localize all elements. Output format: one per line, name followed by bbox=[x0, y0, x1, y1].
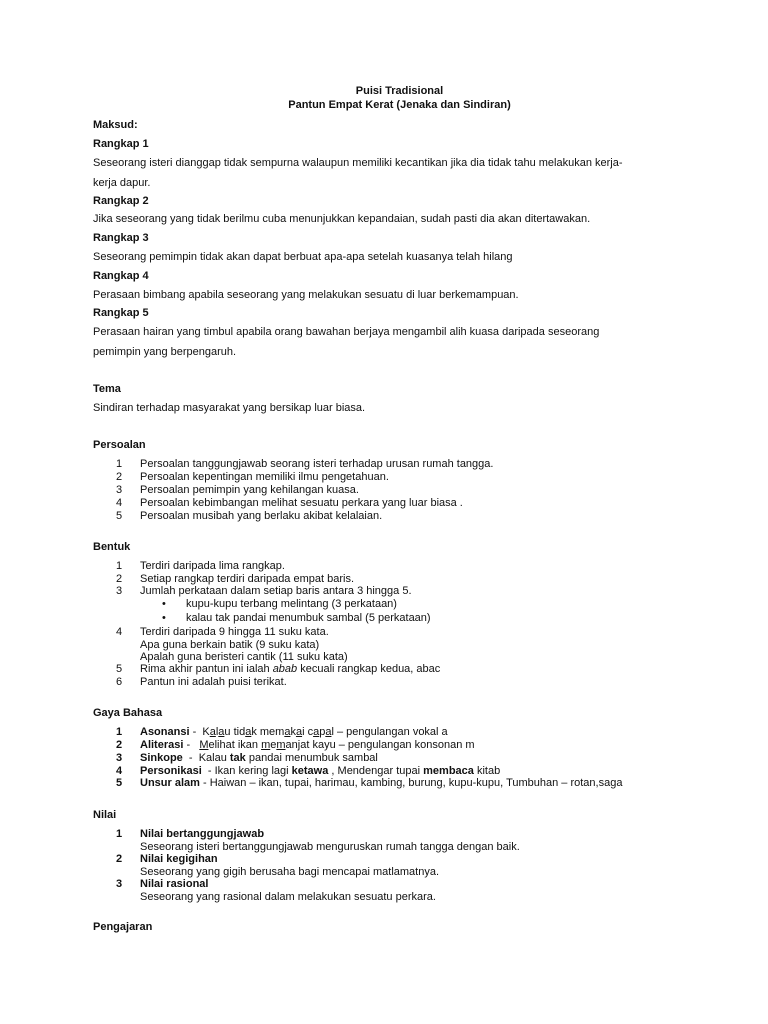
persoalan-item: Persoalan kepentingan memiliki ilmu pengetahuan. bbox=[140, 471, 389, 483]
rangkap-1-line-2: kerja dapur. bbox=[93, 177, 151, 189]
persoalan-heading: Persoalan bbox=[93, 439, 146, 451]
gaya-term: Asonansi bbox=[140, 726, 190, 738]
persoalan-number: 4 bbox=[116, 497, 123, 509]
nilai-number: 3 bbox=[116, 878, 123, 890]
bentuk-heading: Bentuk bbox=[93, 541, 131, 553]
document-subtitle: Pantun Empat Kerat (Jenaka dan Sindiran) bbox=[288, 99, 511, 111]
pengajaran-heading: Pengajaran bbox=[93, 921, 153, 933]
gaya-underline: a bbox=[245, 726, 252, 738]
nilai-title: Nilai bertanggungjawab bbox=[140, 828, 265, 840]
gaya-sep: - bbox=[182, 752, 199, 764]
gaya-text: , Mendengar tupai bbox=[328, 765, 424, 777]
gaya-text: pandai menumbuk sambal bbox=[245, 752, 378, 764]
tema-text: Sindiran terhadap masyarakat yang bersikap luar biasa. bbox=[93, 402, 366, 414]
gaya-sep: - bbox=[201, 765, 215, 777]
gaya-sep: - bbox=[199, 777, 210, 789]
bentuk-item bbox=[140, 663, 440, 675]
gaya-text: l bbox=[331, 726, 334, 738]
tema-heading: Tema bbox=[93, 383, 121, 395]
gaya-sep: - bbox=[189, 726, 203, 738]
persoalan-item: Persoalan tanggungjawab seorang isteri terhadap urusan rumah tangga. bbox=[140, 458, 494, 470]
persoalan-number: 1 bbox=[116, 458, 123, 470]
gaya-number: 1 bbox=[116, 726, 123, 738]
bentuk-number: 4 bbox=[116, 626, 123, 638]
gaya-text: u tid bbox=[224, 726, 246, 738]
persoalan-item: Persoalan musibah yang berlaku akibat kelalaian. bbox=[140, 510, 383, 522]
gaya-text: k mem bbox=[251, 726, 285, 738]
gaya-text: K bbox=[202, 726, 210, 738]
gaya-text: – pengulangan konsonan m bbox=[335, 739, 475, 751]
rima-pattern: abab bbox=[272, 663, 298, 675]
bentuk-item: Terdiri daripada lima rangkap. bbox=[140, 560, 285, 572]
rangkap-2-label: Rangkap 2 bbox=[93, 195, 149, 207]
bentuk-number: 1 bbox=[116, 560, 123, 572]
bentuk-number: 2 bbox=[116, 573, 123, 585]
bentuk-example: Apa guna berkain batik (9 suku kata) bbox=[140, 639, 320, 651]
gaya-underline: a bbox=[209, 726, 216, 738]
gaya-sep: - bbox=[183, 739, 200, 751]
bentuk-example: Apalah guna beristeri cantik (11 suku kata) bbox=[140, 651, 348, 663]
gaya-text: kitab bbox=[473, 765, 501, 777]
gaya-number: 3 bbox=[116, 752, 123, 764]
gaya-underline: a bbox=[218, 726, 225, 738]
bentuk-bullet-item: kupu-kupu terbang melintang (3 perkataan) bbox=[186, 598, 397, 610]
gaya-item-sinkope bbox=[140, 752, 378, 764]
gaya-number: 4 bbox=[116, 765, 123, 777]
rangkap-2-line-1: Jika seseorang yang tidak berilmu cuba menunjukkan kepandaian, sudah pasti dia akan ditertawakan. bbox=[93, 213, 591, 225]
gaya-term: Aliterasi bbox=[140, 739, 184, 751]
bentuk-number: 3 bbox=[116, 585, 123, 597]
gaya-heading: Gaya Bahasa bbox=[93, 707, 163, 719]
rangkap-4-label: Rangkap 4 bbox=[93, 270, 149, 282]
bentuk-bullet-item: kalau tak pandai menumbuk sambal (5 perkataan) bbox=[186, 612, 431, 624]
gaya-term: Sinkope bbox=[140, 752, 183, 764]
gaya-text: – pengulangan vokal a bbox=[333, 726, 448, 738]
persoalan-number: 2 bbox=[116, 471, 123, 483]
gaya-text: e bbox=[270, 739, 277, 751]
gaya-underline: a bbox=[313, 726, 320, 738]
rangkap-5-label: Rangkap 5 bbox=[93, 307, 149, 319]
rangkap-5-line-2: pemimpin yang berpengaruh. bbox=[93, 346, 237, 358]
rangkap-3-label: Rangkap 3 bbox=[93, 232, 149, 244]
gaya-number: 5 bbox=[116, 777, 123, 789]
bentuk-number: 5 bbox=[116, 663, 123, 675]
rangkap-1-line-1: Seseorang isteri dianggap tidak sempurna walaupun memiliki kecantikan jika dia tidak tahu melakukan kerja- bbox=[93, 157, 623, 169]
rima-text: Rima akhir pantun ini ialah bbox=[140, 663, 273, 675]
rangkap-1-label: Rangkap 1 bbox=[93, 138, 149, 150]
gaya-text: Ikan kering lagi bbox=[214, 765, 292, 777]
bentuk-item: Pantun ini adalah puisi terikat. bbox=[140, 676, 287, 688]
persoalan-item: Persoalan pemimpin yang kehilangan kuasa. bbox=[140, 484, 359, 496]
rangkap-5-line-1: Perasaan hairan yang timbul apabila orang bawahan berjaya mengambil alih kuasa daripada seseorang bbox=[93, 326, 600, 338]
persoalan-number: 5 bbox=[116, 510, 123, 522]
gaya-item-aliterasi bbox=[140, 739, 475, 751]
persoalan-item: Persoalan kebimbangan melihat sesuatu perkara yang luar biasa . bbox=[140, 497, 463, 509]
gaya-term: Unsur alam bbox=[140, 777, 200, 789]
bentuk-number: 6 bbox=[116, 676, 123, 688]
maksud-heading: Maksud: bbox=[93, 119, 138, 131]
gaya-term: Personikasi bbox=[140, 765, 202, 777]
nilai-number: 1 bbox=[116, 828, 123, 840]
gaya-underline: M bbox=[199, 739, 209, 751]
gaya-underline: a bbox=[284, 726, 291, 738]
gaya-item-personikasi bbox=[140, 765, 500, 777]
document-title: Puisi Tradisional bbox=[355, 85, 444, 97]
gaya-text: i c bbox=[302, 726, 314, 738]
bentuk-item: Setiap rangkap terdiri daripada empat baris. bbox=[140, 573, 355, 585]
gaya-text: p bbox=[319, 726, 326, 738]
gaya-underline: a bbox=[325, 726, 332, 738]
gaya-bold: membaca bbox=[423, 765, 474, 777]
gaya-text: Kalau bbox=[198, 752, 230, 764]
bullet-icon: • bbox=[162, 598, 166, 610]
persoalan-number: 3 bbox=[116, 484, 123, 496]
gaya-bold: tak bbox=[229, 752, 246, 764]
gaya-text: anjat kayu bbox=[285, 739, 336, 751]
gaya-text: elihat ikan bbox=[208, 739, 262, 751]
gaya-underline: a bbox=[295, 726, 303, 738]
rima-text-rest: kecuali rangkap kedua, abac bbox=[297, 663, 441, 675]
gaya-text: l bbox=[215, 726, 219, 738]
gaya-underline: m bbox=[261, 739, 271, 751]
bullet-icon: • bbox=[162, 612, 166, 624]
nilai-heading: Nilai bbox=[93, 809, 117, 821]
nilai-desc: Seseorang isteri bertanggungjawab menguruskan rumah tangga dengan baik. bbox=[140, 841, 520, 853]
gaya-text: k bbox=[290, 726, 296, 738]
bentuk-item: Terdiri daripada 9 hingga 11 suku kata. bbox=[140, 626, 329, 638]
nilai-desc: Seseorang yang gigih berusaha bagi mencapai matlamatnya. bbox=[140, 866, 440, 878]
nilai-title: Nilai kegigihan bbox=[140, 853, 218, 865]
rangkap-3-line-1: Seseorang pemimpin tidak akan dapat berbuat apa-apa setelah kuasanya telah hilang bbox=[93, 251, 513, 263]
gaya-underline: m bbox=[276, 739, 286, 751]
gaya-item-asonansi bbox=[140, 726, 448, 738]
gaya-bold: ketawa bbox=[291, 765, 329, 777]
gaya-item-unsur-alam bbox=[140, 777, 622, 789]
bentuk-item: Jumlah perkataan dalam setiap baris antara 3 hingga 5. bbox=[140, 585, 412, 597]
gaya-number: 2 bbox=[116, 739, 123, 751]
gaya-text: Haiwan – ikan, tupai, harimau, kambing, burung, kupu-kupu, Tumbuhan – rotan,saga bbox=[209, 777, 623, 789]
nilai-desc: Seseorang yang rasional dalam melakukan sesuatu perkara. bbox=[140, 891, 436, 903]
nilai-title: Nilai rasional bbox=[140, 878, 209, 890]
rangkap-4-line-1: Perasaan bimbang apabila seseorang yang melakukan sesuatu di luar berkemampuan. bbox=[93, 289, 519, 301]
nilai-number: 2 bbox=[116, 853, 123, 865]
